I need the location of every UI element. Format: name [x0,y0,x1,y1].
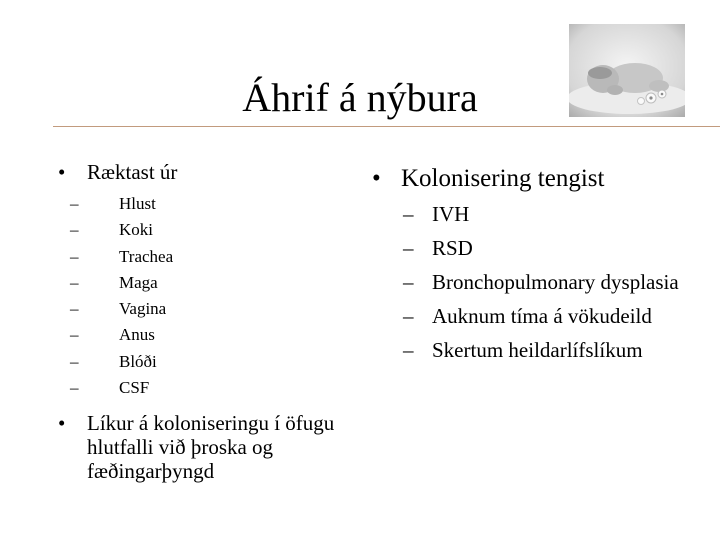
dash-icon: – [70,220,79,240]
slide-title: Áhrif á nýbura [242,75,478,120]
dash-icon: – [70,351,79,371]
list-item [58,296,358,322]
dash-icon: – [70,378,79,398]
right-column [372,162,692,370]
bullet-text: Ræktast úr [87,160,178,184]
bullet-cultured-from [58,160,358,401]
title-divider [53,126,720,127]
left-column [58,160,358,483]
bullet-text: Líkur á koloniseringu í öfugu hlutfalli við þroska og fæðingarþyngd [87,411,335,484]
list-item-text: Maga [119,272,158,292]
bullet-icon: • [58,411,66,436]
list-item-text: Koki [119,220,153,240]
dash-icon: – [403,338,414,362]
list-item [58,322,358,348]
dash-icon: – [70,246,79,266]
list-item-text: CSF [119,378,150,398]
bullet-icon: • [372,165,381,192]
list-item-text: IVH [432,202,470,226]
list-item [58,191,358,217]
list-item-text: Anus [119,325,155,345]
associations-list [372,200,692,365]
dash-icon: – [403,270,414,294]
list-item [58,349,358,375]
list-item [58,217,358,243]
dash-icon: – [70,299,79,319]
list-item [372,336,692,365]
list-item [372,234,692,263]
list-item-text: Vagina [119,299,167,319]
bullet-text: Kolonisering tengist [401,165,605,192]
list-item-text: Auknum tíma á vökudeild [432,304,652,328]
list-item-text: RSD [432,236,473,260]
bullet-colonization-likelihood [58,411,358,483]
dash-icon: – [70,325,79,345]
list-item-text: Trachea [119,246,174,266]
list-item [372,268,692,297]
culture-sites-list [58,191,358,401]
list-item [58,244,358,270]
list-item-text: Hlust [119,194,156,213]
dash-icon: – [403,202,414,226]
list-item [58,270,358,296]
dash-icon: – [403,236,414,260]
list-item [58,375,358,401]
dash-icon: – [70,272,79,292]
dash-icon: – [403,304,414,328]
list-item-text: Bronchopulmonary dysplasia [432,270,679,294]
list-item-text: Skertum heildarlífslíkum [432,338,643,362]
bullet-icon: • [58,160,66,184]
dash-icon: – [70,194,79,213]
list-item [372,200,692,229]
bullet-colonization-associated [372,162,692,365]
list-item-text: Blóði [119,351,157,371]
list-item [372,302,692,331]
